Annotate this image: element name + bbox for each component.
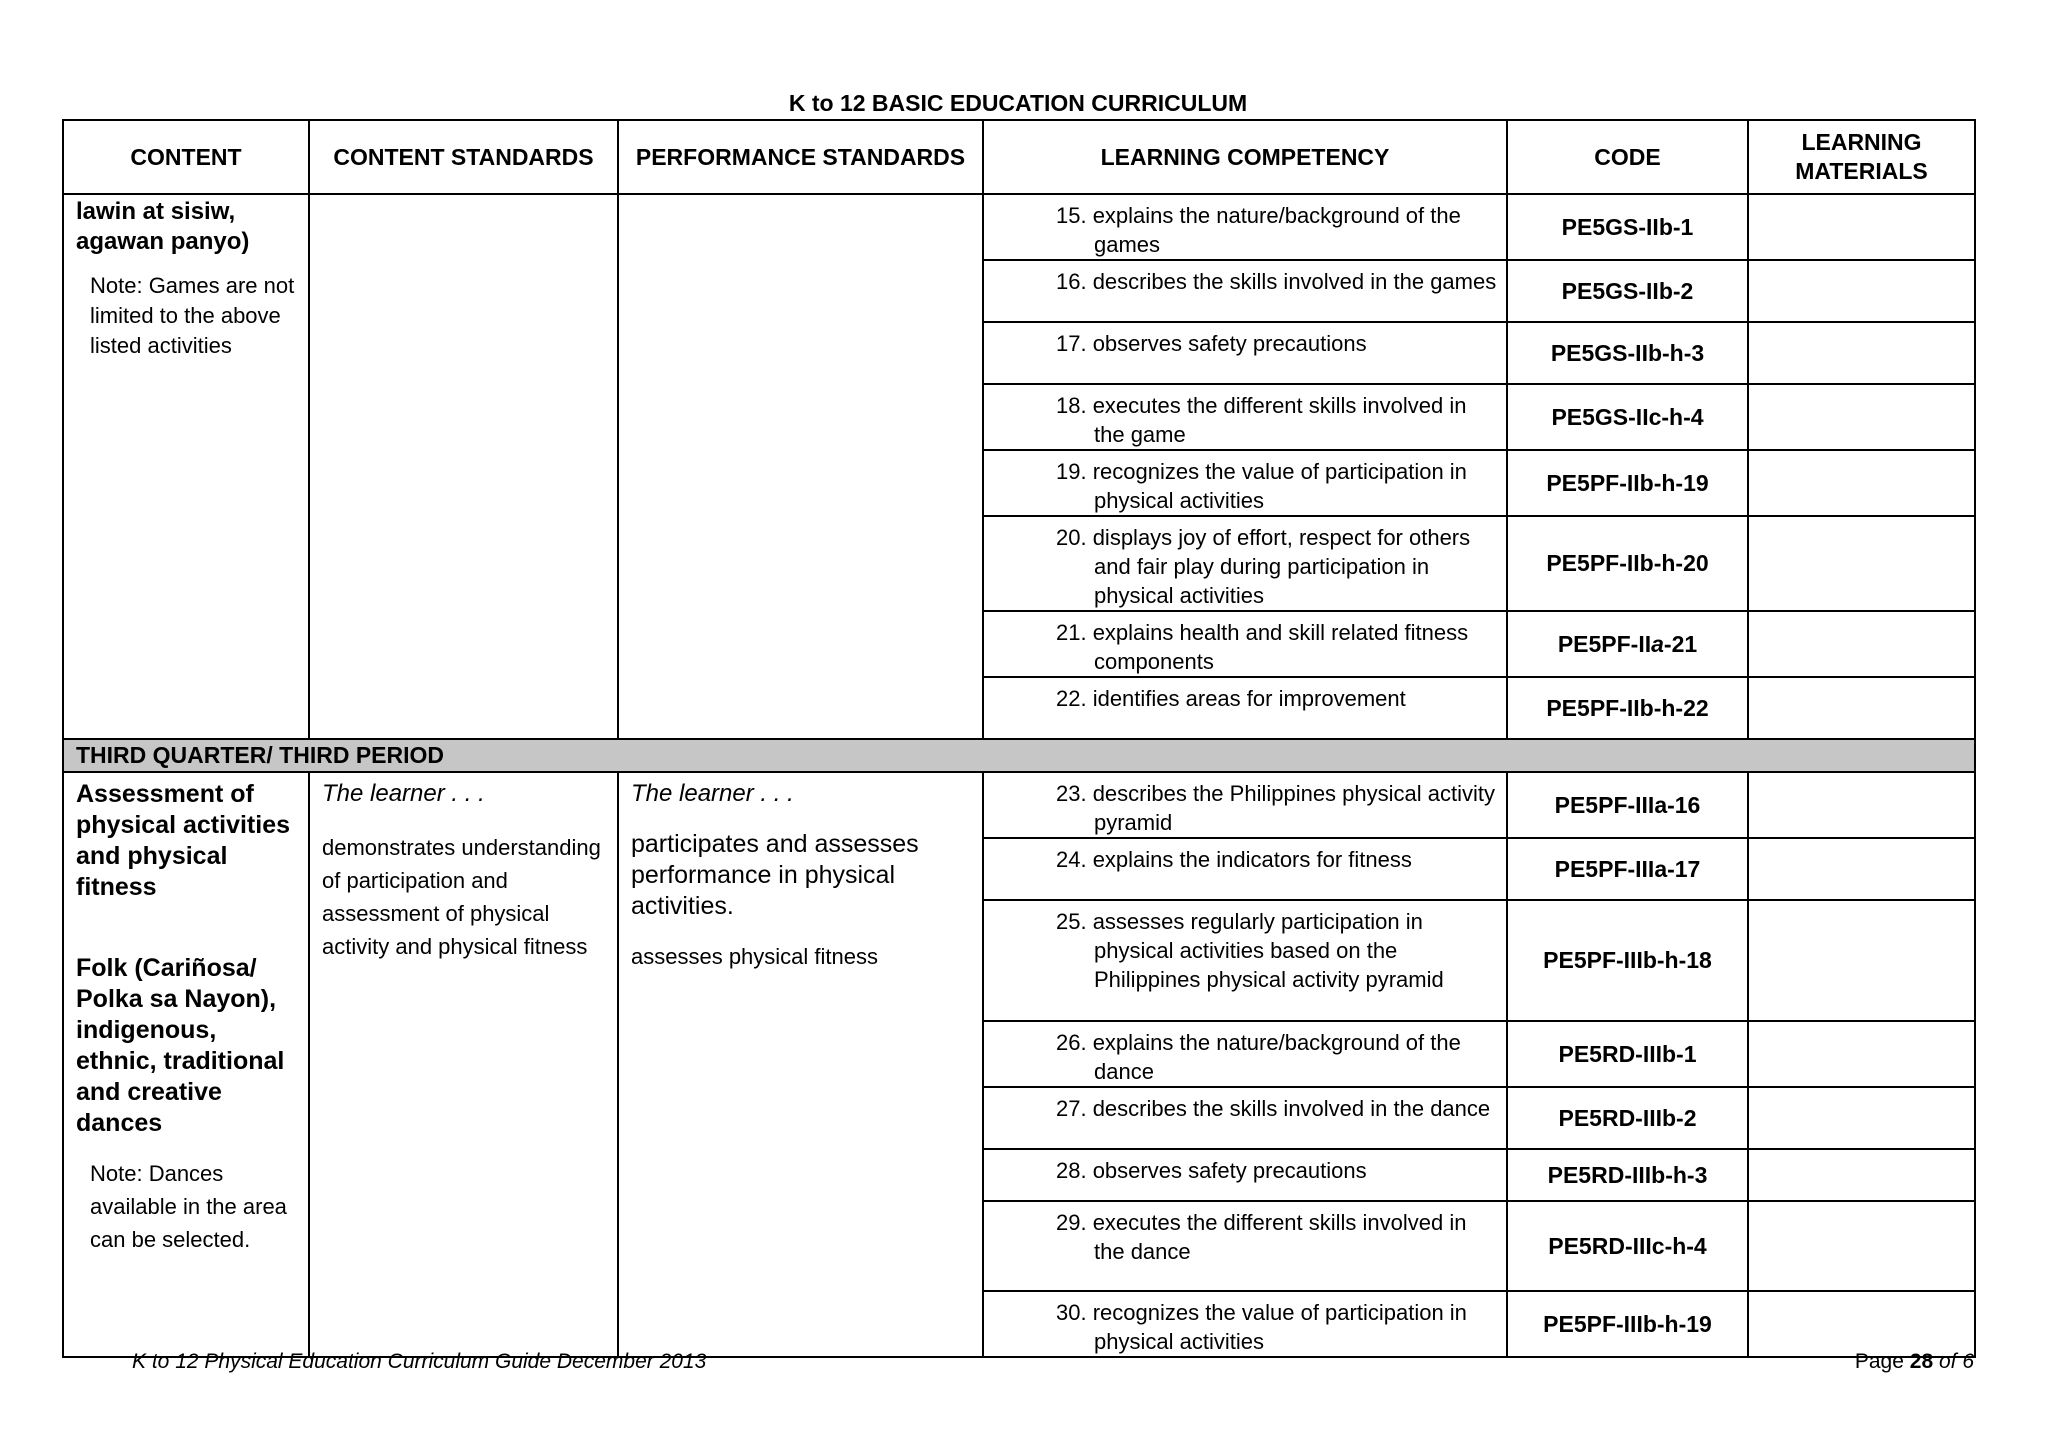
learning-materials-cell [1748,1149,1975,1201]
performance-standards-cell [618,194,983,739]
content-cell [63,194,309,739]
code-cell: PE5PF-IIIa-17 [1507,838,1748,900]
content-title: Folk (Cariñosa/ Polka sa Nayon), indigenous, ethnic, traditional and creative dances [76,954,285,1137]
learning-materials-cell [1748,772,1975,838]
learning-materials-cell [1748,1021,1975,1087]
competency-cell: 15. explains the nature/background of the games [983,194,1507,260]
code-prefix: PE5PF-II [1557,630,1652,657]
code-cell: PE5RD-IIIc-h-4 [1507,1201,1748,1291]
competency-cell: 24. explains the indicators for fitness [983,838,1507,900]
competency-cell: 23. describes the Philippines physical activity pyramid [983,772,1507,838]
quarter-row [63,739,1975,772]
footer-page-number [1855,1348,1974,1376]
header-learning-competency: LEARNING COMPETENCY [983,120,1507,194]
learning-materials-cell [1748,516,1975,611]
code-cell: PE5RD-IIIb-h-3 [1507,1149,1748,1201]
competency-cell: 21. explains health and skill related fitness components [983,611,1507,677]
learning-materials-cell [1748,1087,1975,1149]
code-cell: PE5GS-IIb-h-3 [1507,322,1748,384]
competency-cell: 29. executes the different skills involved in the dance [983,1201,1507,1291]
footer-page-prefix: Page [1854,1350,1904,1373]
content-cell [63,772,309,1357]
code-cell: PE5PF-IIIb-h-18 [1507,900,1748,1021]
competency-cell: 22. identifies areas for improvement [983,677,1507,739]
header-content-standards: CONTENT STANDARDS [309,120,618,194]
code-cell: PE5PF-IIIb-h-19 [1507,1291,1748,1357]
ps-text: participates and assesses performance in physical activities. [631,830,919,920]
competency-cell: 20. displays joy of effort, respect for others and fair play during participation in physical activities [983,516,1507,611]
competency-cell: 25. assesses regularly participation in physical activities based on the Philippines physical activity pyramid [983,900,1507,1021]
learning-materials-cell [1748,450,1975,516]
header-content: CONTENT [63,120,309,194]
footer-guide-title: K to 12 Physical Education Curriculum Guide December 2013 [132,1350,707,1373]
header-performance-standards: PERFORMANCE STANDARDS [618,120,983,194]
content-standards-cell [309,194,618,739]
competency-cell: 27. describes the skills involved in the dance [983,1087,1507,1149]
learning-materials-cell [1748,194,1975,260]
competency-cell: 16. describes the skills involved in the games [983,260,1507,322]
competency-cell: 19. recognizes the value of participation in physical activities [983,450,1507,516]
code-cell: PE5GS-IIc-h-4 [1507,384,1748,450]
header-row [63,120,1975,194]
document-title: K to 12 BASIC EDUCATION CURRICULUM [788,90,1248,116]
content-note: Note: Dances available in the area can be selected. [90,1161,287,1252]
cs-text: demonstrates understanding of participation and assessment of physical activity and physical fitness [322,835,601,959]
competency-cell: 17. observes safety precautions [983,322,1507,384]
learning-materials-cell [1748,838,1975,900]
table-row [63,194,1975,260]
competency-cell: 26. explains the nature/background of the dance [983,1021,1507,1087]
table-row [63,772,1975,838]
competency-cell: 28. observes safety precautions [983,1149,1507,1201]
header-code: CODE [1507,120,1748,194]
code-cell: PE5PF-IIIa-16 [1507,772,1748,838]
code-cell: PE5PF-IIb-h-19 [1507,450,1748,516]
code-cell: PE5PF-IIb-h-22 [1507,677,1748,739]
learning-materials-cell [1748,384,1975,450]
learning-materials-cell [1748,900,1975,1021]
code-cell: PE5RD-IIIb-1 [1507,1021,1748,1087]
content-note: Note: Games are not limited to the above listed activities [90,273,295,358]
learning-materials-cell [1748,1201,1975,1291]
code-italic: a [1651,630,1664,657]
footer-page-current: 28 [1909,1350,1934,1373]
quarter-label: THIRD QUARTER/ THIRD PERIOD [63,739,1975,772]
code-cell [1507,611,1748,677]
learning-materials-cell [1748,611,1975,677]
competency-cell: 30. recognizes the value of participation in physical activities [983,1291,1507,1357]
ps-text: assesses physical fitness [631,944,878,969]
cs-intro: The learner . . . [322,780,485,807]
code-cell: PE5GS-IIb-1 [1507,194,1748,260]
curriculum-table [62,119,1976,1358]
competency-cell: 18. executes the different skills involved in the game [983,384,1507,450]
code-suffix: -21 [1663,630,1698,657]
learning-materials-cell [1748,322,1975,384]
header-learning-materials: LEARNING MATERIALS [1748,120,1975,194]
footer-page-suffix: of 6 [1938,1350,1974,1373]
learning-materials-cell [1748,260,1975,322]
code-cell: PE5PF-IIb-h-20 [1507,516,1748,611]
performance-standards-cell [618,772,983,1357]
code-cell: PE5RD-IIIb-2 [1507,1087,1748,1149]
content-standards-cell [309,772,618,1357]
content-title: Assessment of physical activities and physical fitness [76,780,291,901]
learning-materials-cell [1748,677,1975,739]
code-cell: PE5GS-IIb-2 [1507,260,1748,322]
content-title: lawin at sisiw, agawan panyo) [76,198,250,255]
ps-intro: The learner . . . [631,780,794,807]
